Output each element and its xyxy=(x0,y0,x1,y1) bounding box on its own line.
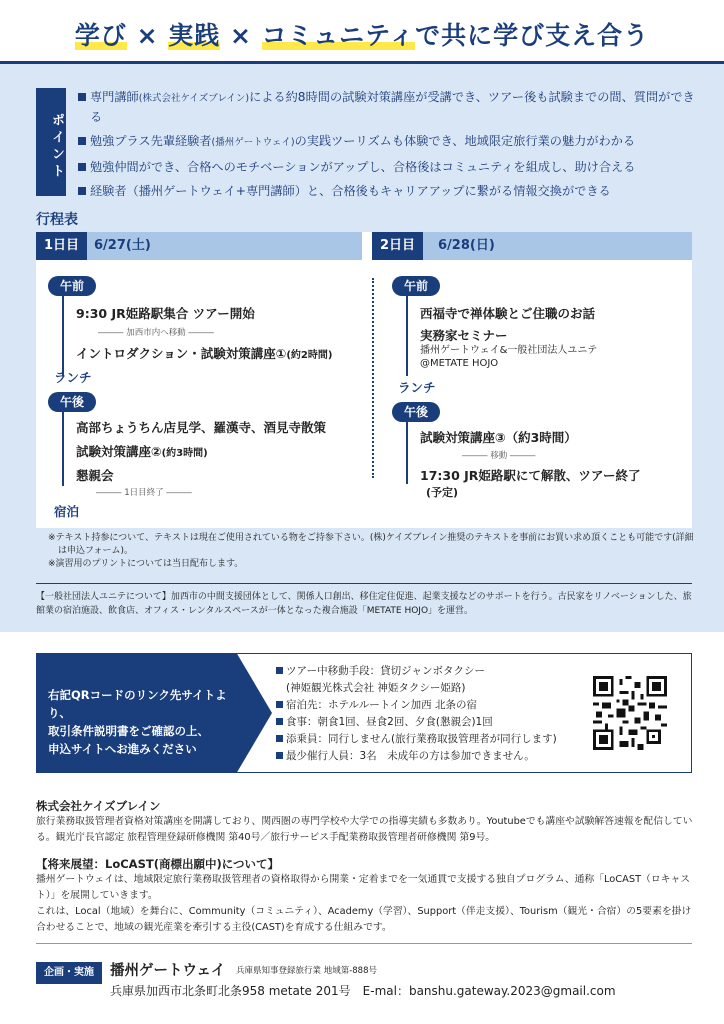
registration-number: 兵庫県知事登録旅行業 地域第-888号 xyxy=(236,966,377,976)
timeline-line xyxy=(406,414,408,484)
day1-date: 6/27(土) xyxy=(94,238,151,253)
kbrain-body: 旅行業務取扱管理者資格対策講座を開講しており、関西圏の専門学校や大学での指導実績も多数あり。Youtubeでも講座や試験解答速報を配信している。観光庁長官認定 旅程管理登録研修機関 第40号／旅行サービス手配業務取扱管理者研修機関 第9号。 xyxy=(36,816,693,843)
day2-am-event2: 実務家セミナー xyxy=(420,328,508,343)
points-list xyxy=(78,88,698,206)
timeline-line xyxy=(62,290,64,376)
info-item: 宿泊先：ホテルルートイン加西 北条の宿 xyxy=(276,697,606,714)
timeline-line xyxy=(406,290,408,376)
bullet-square-icon xyxy=(276,735,283,742)
title-part: 学び xyxy=(74,21,127,50)
day2-pm-event2: 17:30 JR姫路駅にて解散、ツアー終了 xyxy=(420,468,641,483)
title-part: で共に学び支え合う xyxy=(415,21,650,50)
title-part: × xyxy=(220,21,262,50)
kbrain-title: 株式会社ケイズブレイン xyxy=(36,799,161,813)
title-part: 実践 xyxy=(168,21,221,50)
itinerary-panel xyxy=(36,232,692,528)
bullet-square-icon xyxy=(276,701,283,708)
day2-pm-move: ――― 移動 ――― xyxy=(462,451,536,461)
day2-am-pill: 午前 xyxy=(392,276,440,296)
day1-label: 1日目 xyxy=(36,232,87,260)
day1-pm-event1: 高部ちょうちん店見学、羅漢寺、酒見寺散策 xyxy=(76,420,327,435)
organizer-address: 兵庫県加西市北条町北条958 metate 201号 E-mal：banshu.gateway.2023@gmail.com xyxy=(110,984,616,998)
title-part: コミュニティ xyxy=(261,21,416,50)
points-tab: ポイント xyxy=(36,88,66,196)
info-item: ツアー中移動手段：貸切ジャンボタクシー xyxy=(276,663,606,680)
note-line: ※テキスト持参について、テキストは現在ご使用されている物をご持参下さい。(株)ケイズブレイン推奨のテキストを事前にお買い求め頂くことも可能です(詳細は申込フォーム)。 xyxy=(48,533,694,556)
unite-note: 【一般社団法人ユニテについて】加西市の中間支援団体として、関係人口創出、移住定住促進、起業支援などのサポートを行う。古民家をリノベーションした、旅館業の宿泊施設、飲食店、オフィス・レンタルスペースが一体となった複合施設「METATE HOJO」を運営。 xyxy=(36,592,692,616)
day1-am-move: ――― 加西市内へ移動 ――― xyxy=(98,328,214,338)
day1-stay: 宿泊 xyxy=(54,504,80,519)
day1-lunch: ランチ xyxy=(54,370,92,385)
timeline-line xyxy=(62,404,64,486)
day1-pm-event3: 懇親会 xyxy=(76,468,114,483)
divider xyxy=(36,583,692,584)
point-item: 専門講師(株式会社ケイズブレイン)による約8時間の試験対策講座が受講でき、ツアー後も試験までの間、質問ができる xyxy=(78,88,698,126)
organizer-tag: 企画・実施 xyxy=(36,962,102,984)
info-item: 食事：朝食1回、昼食2回、夕食(懇親会)1回 xyxy=(276,714,606,731)
bullet-square-icon xyxy=(78,163,86,171)
itinerary-label: 行程表 xyxy=(36,212,78,228)
bullet-square-icon xyxy=(78,137,86,145)
footer-divider xyxy=(36,943,692,944)
page-title xyxy=(0,16,724,52)
day2-pm-note: (予定) xyxy=(426,486,459,499)
bullet-square-icon xyxy=(78,93,86,101)
title-part: × xyxy=(126,21,169,50)
bullet-square-icon xyxy=(276,718,283,725)
day1-pm-event2: 試験対策講座②(約3時間) xyxy=(76,444,208,459)
day2-am-sub1: 播州ゲートウェイ&一般社団法人ユニテ xyxy=(420,345,598,356)
point-item: 勉強プラス先輩経験者(播州ゲートウェイ)の実践ツーリズムも体験でき、地域限定旅行業の魅力がわかる xyxy=(78,132,698,152)
bullet-square-icon xyxy=(276,667,283,674)
day2-lunch: ランチ xyxy=(398,380,436,395)
day2-header xyxy=(372,232,692,260)
day2-label: 2日目 xyxy=(372,232,423,260)
day2-am-event1: 西福寺で禅体験とご住職のお話 xyxy=(420,306,596,321)
day-divider xyxy=(372,278,374,478)
info-item: (神姫観光株式会社 神姫タクシー姫路) xyxy=(286,682,466,694)
note-line: ※演習用のプリントについては当日配布します。 xyxy=(48,559,244,569)
locast-title: 【将来展望：LoCAST(商標出願中)について】 xyxy=(36,857,279,871)
itinerary-notes xyxy=(48,532,698,571)
info-item: 最少催行人員：3名 未成年の方は参加できません。 xyxy=(276,748,606,765)
bullet-square-icon xyxy=(78,187,86,195)
locast-body1: 播州ゲートウェイは、地域限定旅行業務取扱管理者の資格取得から開業・定着までを一気通貫で支援する独自プログラム、通称「LoCAST（ロキャスト）」を展開していきます。 xyxy=(36,874,691,901)
point-item: 経験者（播州ゲートウェイ+専門講師）と、合格後もキャリアアップに繋がる情報交換ができる xyxy=(78,182,698,200)
day1-header xyxy=(36,232,362,260)
day2-am-sub2: @METATE HOJO xyxy=(420,358,499,369)
day1-pm-pill: 午後 xyxy=(48,392,96,412)
bullet-square-icon xyxy=(276,752,283,759)
point-item: 勉強仲間ができ、合格へのモチベーションがアップし、合格後はコミュニティを組成し、助け合える xyxy=(78,158,698,176)
day2-date: 6/28(日) xyxy=(438,238,495,253)
day1-am-event2: イントロダクション・試験対策講座①(約2時間) xyxy=(76,346,333,361)
tour-info-list xyxy=(276,663,606,765)
title-banner xyxy=(0,0,724,64)
day1-am-event1: 9:30 JR姫路駅集合 ツアー開始 xyxy=(76,306,255,321)
info-item: 添乗員：同行しません(旅行業務取扱管理者が同行します) xyxy=(276,731,606,748)
qr-instructions: 右記QRコードのリンク先サイトより、 取引条件説明書をご確認の上、 申込サイトへお進みください xyxy=(48,688,227,756)
day2-pm-pill: 午後 xyxy=(392,402,440,422)
day1-end: ――― 1日目終了 ――― xyxy=(96,488,192,498)
locast-body2: これは、Local（地域）を舞台に、Community（コミュニティ）、Academy（学習）、Support（伴走支援）、Tourism（観光・合宿）の5要素を掛け合わせることで、地域の観光産業を牽引する主役(CAST)を育成する仕組みです。 xyxy=(36,906,692,933)
day1-am-pill: 午前 xyxy=(48,276,96,296)
organizer-name: 播州ゲートウェイ xyxy=(110,963,226,979)
qr-code-icon[interactable] xyxy=(593,676,667,750)
day2-pm-event1: 試験対策講座③（約3時間） xyxy=(420,430,577,445)
